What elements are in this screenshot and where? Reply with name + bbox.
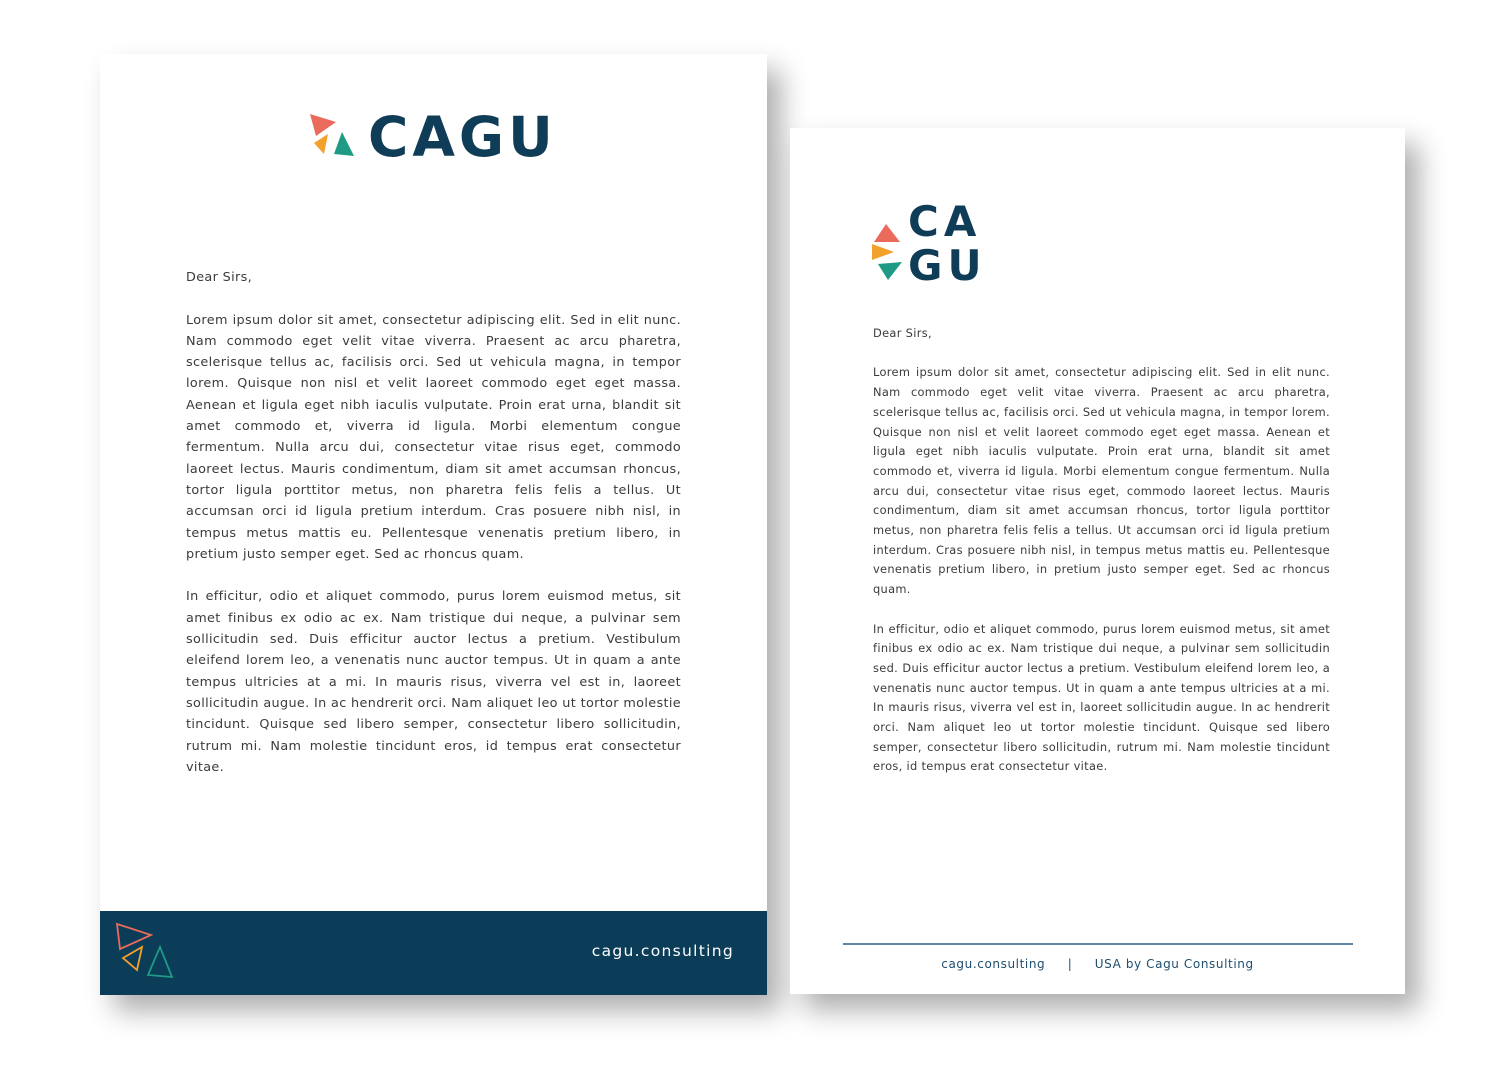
paragraph-1: Lorem ipsum dolor sit amet, consectetur adipiscing elit. Sed in elit nunc. Nam commodo eget velit vitae viverra. Praesent ac arcu pharetra, scelerisque tellus ac, facilisis orci. Sed ut vehicula magna, in tempor lorem. Quisque non nisl et velit laoreet commodo eget eget massa. Aenean et ligula eget nibh iaculis vulputate. Proin erat urna, blandit sit amet commodo et, viverra id ligula. Morbi elementum congue fermentum. Nulla arcu dui, consectetur vitae risus eget, commodo laoreet lectus. Mauris condimentum, diam sit amet accumsan rhoncus, tortor ligula porttitor metus, non pharetra felis felis a tellus. Ut accumsan orci id ligula pretium interdum. Cras posuere nibh nisl, in tempus metus mattis eu. Pellentesque venenatis pretium libero, in pretium justo semper eget. Sed ac rhoncus quam. xyxy=(186,312,681,562)
brand-top-line: CA xyxy=(908,197,982,246)
letterhead-page-left xyxy=(100,54,767,995)
brand-wordmark-stacked xyxy=(908,197,987,290)
salutation: Dear Sirs, xyxy=(186,270,253,285)
letter-body xyxy=(186,267,681,778)
outline-triangle-cluster-icon xyxy=(114,921,176,983)
website-link[interactable]: cagu.consulting xyxy=(941,957,1046,971)
footer-text xyxy=(790,957,1405,971)
cagu-stacked-logo xyxy=(872,197,1002,300)
salutation: Dear Sirs, xyxy=(873,326,932,340)
footer-tagline: USA by Cagu Consulting xyxy=(1094,957,1254,971)
triangle-cluster-icon xyxy=(872,212,906,282)
footer-band xyxy=(100,911,767,995)
letter-body xyxy=(873,324,1330,777)
footer-separator: | xyxy=(1067,957,1073,971)
letterhead-page-right xyxy=(790,128,1405,994)
cagu-logo xyxy=(310,105,560,169)
brand-bottom-line: GU xyxy=(908,241,987,290)
brand-wordmark: CAGU xyxy=(368,105,557,169)
paragraph-2: In efficitur, odio et aliquet commodo, purus lorem euismod metus, sit amet finibus ex odio ac ex. Nam tristique dui neque, a pulvinar sem sollicitudin sed. Duis efficitur auctor lectus a pretium. Vestibulum eleifend lorem leo, a venenatis nunc auctor tempus. Ut in quam a ante tempus ultricies at a mi. In mauris risus, viverra vel est in, laoreet sollicitudin augue. In ac hendrerit orci. Nam aliquet leo ut tortor molestie tincidunt. Quisque sed libero semper, consectetur libero sollicitudin, rutrum mi. Nam molestie tincidunt eros, id tempus erat consectetur vitae. xyxy=(186,589,681,775)
paragraph-2: In efficitur, odio et aliquet commodo, purus lorem euismod metus, sit amet finibus ex odio ac ex. Nam tristique dui neque, a pulvinar sem sollicitudin sed. Duis efficitur auctor lectus a pretium. Vestibulum eleifend lorem leo, a venenatis nunc auctor tempus. Ut in quam a ante tempus ultricies at a mi. In mauris risus, viverra vel est in, laoreet sollicitudin augue. In ac hendrerit orci. Nam aliquet leo ut tortor molestie tincidunt. Quisque sed libero semper, consectetur libero sollicitudin, rutrum mi. Nam molestie tincidunt eros, id tempus erat consectetur vitae. xyxy=(873,621,1330,774)
website-link[interactable]: cagu.consulting xyxy=(591,942,734,960)
triangle-cluster-icon xyxy=(310,112,362,162)
footer-divider xyxy=(843,943,1353,945)
paragraph-1: Lorem ipsum dolor sit amet, consectetur adipiscing elit. Sed in elit nunc. Nam commodo eget velit vitae viverra. Praesent ac arcu pharetra, scelerisque tellus ac, facilisis orci. Sed ut vehicula magna, in tempor lorem. Quisque non nisl et velit laoreet commodo eget eget massa. Aenean et ligula eget nibh iaculis vulputate. Proin erat urna, blandit sit amet commodo et, viverra id ligula. Morbi elementum congue fermentum. Nulla arcu dui, consectetur vitae risus eget, commodo laoreet lectus. Mauris condimentum, diam sit amet accumsan rhoncus, tortor ligula porttitor metus, non pharetra felis felis a tellus. Ut accumsan orci id ligula pretium interdum. Cras posuere nibh nisl, in tempus metus mattis eu. Pellentesque venenatis pretium libero, in pretium justo semper eget. Sed ac rhoncus quam. xyxy=(873,365,1330,597)
